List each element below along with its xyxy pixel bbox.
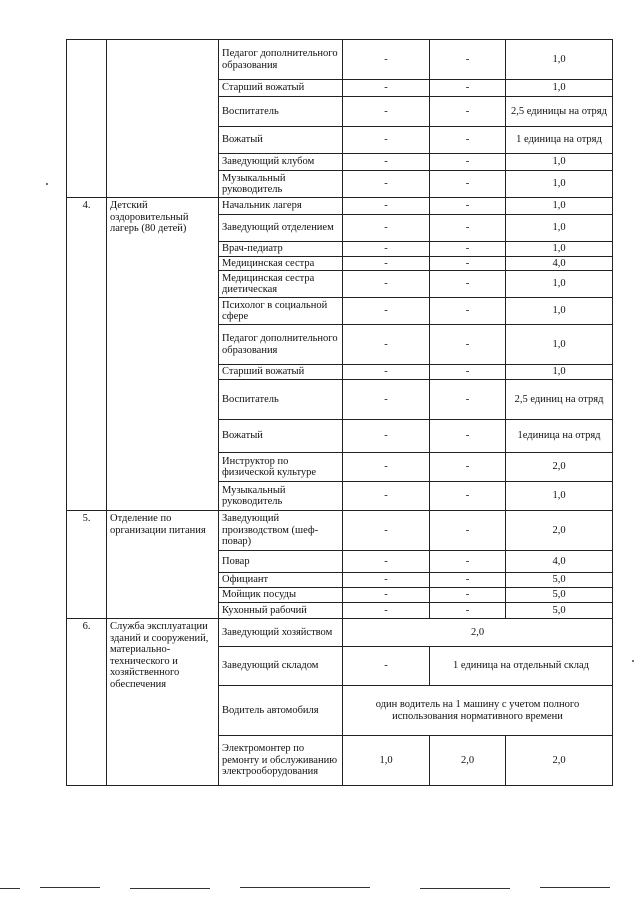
scan-artifact-dot [632, 660, 634, 662]
department-name: Детский оздоровительный лагерь (80 детей) [107, 198, 219, 511]
norm-value-col3: 2,0 [506, 511, 613, 551]
norm-value-col1: - [343, 97, 430, 127]
norm-value-col3: 1единица на отряд [506, 420, 613, 453]
norm-value-col1: - [343, 215, 430, 242]
position-name: Заведующий клубом [219, 154, 343, 171]
norm-value-col2: - [430, 127, 506, 154]
norm-value-col1: - [343, 482, 430, 511]
position-name: Старший вожатый [219, 80, 343, 97]
norm-value-col3: 5,0 [506, 573, 613, 588]
norm-value-col1: - [343, 256, 430, 271]
norm-value-col1: - [343, 647, 430, 686]
norm-value-col1: - [343, 154, 430, 171]
norm-value-col2: - [430, 551, 506, 573]
norm-value-col3: 1,0 [506, 365, 613, 380]
table-row [67, 619, 613, 647]
position-name: Старший вожатый [219, 365, 343, 380]
department-name: Отделение по организации питания [107, 511, 219, 619]
norm-value-col2: - [430, 365, 506, 380]
norm-value-col2: - [430, 256, 506, 271]
department-name [107, 40, 219, 198]
norm-value-col2: - [430, 40, 506, 80]
norm-value-col2: - [430, 325, 506, 365]
norm-value-col3: 1,0 [506, 40, 613, 80]
norm-value-col2: - [430, 298, 506, 325]
norm-value-col3: 1,0 [506, 80, 613, 97]
position-name: Воспитатель [219, 380, 343, 420]
row-number: 4. [67, 198, 107, 511]
row-number [67, 40, 107, 198]
scan-artifact-line [540, 887, 610, 888]
norm-value-col1: - [343, 40, 430, 80]
norm-value-col3: 2,5 единиц на отряд [506, 380, 613, 420]
norm-value-col2: - [430, 97, 506, 127]
norm-value-col1: - [343, 80, 430, 97]
norm-value-col2: - [430, 453, 506, 482]
norm-value-col3: 1,0 [506, 271, 613, 298]
department-name: Служба эксплуатации зданий и сооружений, материально-технического и хозяйственного обеспечения [107, 619, 219, 786]
norm-value-col2: - [430, 603, 506, 619]
position-name: Заведующий складом [219, 647, 343, 686]
table-row [67, 511, 613, 551]
table-row [67, 198, 613, 215]
position-name: Заведующий отделением [219, 215, 343, 242]
norm-value-col1: - [343, 271, 430, 298]
norm-value-col3: 4,0 [506, 256, 613, 271]
norm-value-col3: 2,0 [506, 736, 613, 786]
norm-value-col3: 5,0 [506, 603, 613, 619]
norm-value-col3: 1,0 [506, 171, 613, 198]
norm-value-col1: - [343, 198, 430, 215]
position-name: Медицинская сестра [219, 256, 343, 271]
position-name: Официант [219, 573, 343, 588]
scan-artifact-dot [46, 183, 48, 185]
position-name: Начальник лагеря [219, 198, 343, 215]
norm-value-col1: - [343, 171, 430, 198]
norm-value-col2: - [430, 80, 506, 97]
merged-norm-value: один водитель на 1 машину с учетом полного использования нормативного времени [343, 686, 613, 736]
norm-value-col3: 5,0 [506, 588, 613, 603]
scan-artifact-line [420, 888, 510, 889]
position-name: Медицинская сестра диетическая [219, 271, 343, 298]
norm-value-col1: - [343, 420, 430, 453]
norm-value-col1: - [343, 298, 430, 325]
norm-value-col2: - [430, 171, 506, 198]
norm-value-col1: - [343, 380, 430, 420]
norm-value-col3: 1 единица на отряд [506, 127, 613, 154]
position-name: Мойщик посуды [219, 588, 343, 603]
norm-value-col1: - [343, 551, 430, 573]
norm-value-col3: 1,0 [506, 198, 613, 215]
row-number: 5. [67, 511, 107, 619]
norm-value-col2: - [430, 482, 506, 511]
position-name: Вожатый [219, 127, 343, 154]
table-row [67, 40, 613, 80]
position-name: Инструктор по физической культуре [219, 453, 343, 482]
position-name: Врач-педиатр [219, 242, 343, 257]
norm-value-col2: - [430, 511, 506, 551]
scan-artifact-line [0, 888, 20, 889]
position-name: Заведующий хозяйством [219, 619, 343, 647]
norm-value-col3: 1,0 [506, 325, 613, 365]
norm-value-col3: 2,5 единицы на отряд [506, 97, 613, 127]
norm-value-col2: - [430, 154, 506, 171]
norm-value-col1: - [343, 325, 430, 365]
position-name: Музыкальный руководитель [219, 482, 343, 511]
norm-value-col2: - [430, 420, 506, 453]
merged-norm-value: 1 единица на отдельный склад [430, 647, 613, 686]
norm-value-col3: 4,0 [506, 551, 613, 573]
staffing-table [66, 39, 613, 786]
norm-value-col2: - [430, 198, 506, 215]
norm-value-col1: - [343, 573, 430, 588]
position-name: Педагог дополнительного образования [219, 325, 343, 365]
position-name: Повар [219, 551, 343, 573]
norm-value-col1: - [343, 365, 430, 380]
scan-artifact-line [40, 887, 100, 888]
norm-value-col3: 1,0 [506, 482, 613, 511]
norm-value-col1: - [343, 242, 430, 257]
norm-value-col1: - [343, 588, 430, 603]
norm-value-col3: 1,0 [506, 298, 613, 325]
position-name: Кухонный рабочий [219, 603, 343, 619]
norm-value-col1: - [343, 453, 430, 482]
norm-value-col1: 1,0 [343, 736, 430, 786]
norm-value-col2: 2,0 [430, 736, 506, 786]
merged-norm-value: 2,0 [343, 619, 613, 647]
position-name: Водитель автомобиля [219, 686, 343, 736]
norm-value-col1: - [343, 127, 430, 154]
norm-value-col2: - [430, 242, 506, 257]
norm-value-col1: - [343, 603, 430, 619]
position-name: Заведующий производством (шеф-повар) [219, 511, 343, 551]
scan-artifact-line [240, 887, 370, 888]
position-name: Педагог дополнительного образования [219, 40, 343, 80]
norm-value-col2: - [430, 588, 506, 603]
norm-value-col3: 2,0 [506, 453, 613, 482]
position-name: Электромонтер по ремонту и обслуживанию электрооборудования [219, 736, 343, 786]
scan-artifact-line [130, 888, 210, 889]
norm-value-col3: 1,0 [506, 215, 613, 242]
row-number: 6. [67, 619, 107, 786]
position-name: Вожатый [219, 420, 343, 453]
position-name: Воспитатель [219, 97, 343, 127]
norm-value-col2: - [430, 380, 506, 420]
position-name: Музыкальный руководитель [219, 171, 343, 198]
norm-value-col2: - [430, 215, 506, 242]
norm-value-col3: 1,0 [506, 154, 613, 171]
norm-value-col2: - [430, 271, 506, 298]
norm-value-col1: - [343, 511, 430, 551]
position-name: Психолог в социальной сфере [219, 298, 343, 325]
norm-value-col2: - [430, 573, 506, 588]
norm-value-col3: 1,0 [506, 242, 613, 257]
